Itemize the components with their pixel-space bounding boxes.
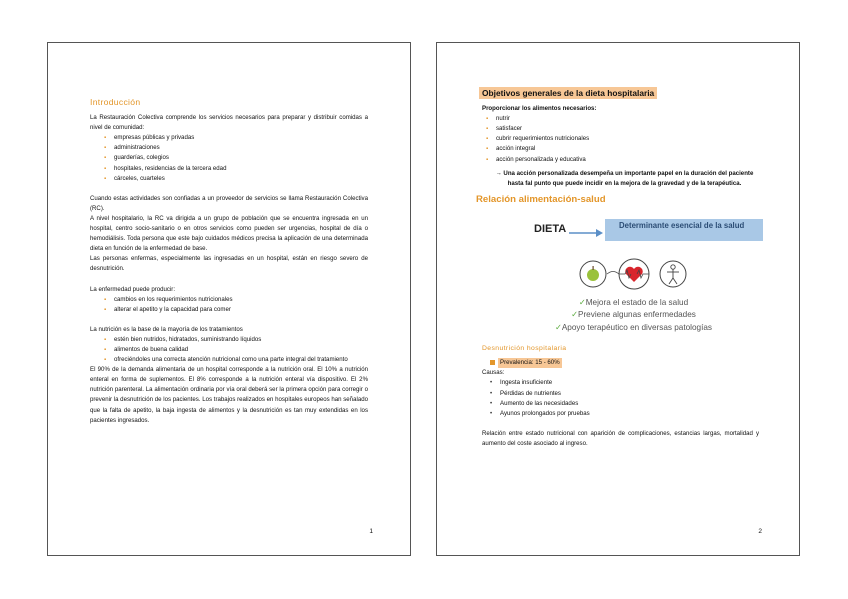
- check-icon: ✓: [578, 297, 586, 307]
- list-item: ▪ cárceles, cuarteles: [114, 174, 368, 184]
- bullet-list: [90, 295, 368, 315]
- paragraph: La nutrición es la base de la mayoría de los tratamientos: [90, 325, 243, 333]
- bullet-list: [90, 133, 368, 183]
- list-item: ▪ satisfacer: [496, 124, 759, 134]
- page-number: 1: [369, 528, 373, 535]
- right-arrow-icon: [569, 227, 603, 239]
- list-item: ▪ acción personalizada y educativa: [496, 155, 759, 165]
- benefit-item: ✓Apoyo terapéutico en diversas patologías: [554, 322, 713, 332]
- paragraph: Proporcionar los alimentos necesarios:: [482, 105, 597, 113]
- list-item: ▪ cubrir requerimientos nutricionales: [496, 134, 759, 144]
- list-item: • Aumento de las necesidades: [500, 399, 759, 409]
- list-item: • Ingesta insuficiente: [500, 378, 759, 388]
- list-item: ▪ alterar el apetito y la capacidad para comer: [114, 305, 368, 315]
- heart-icon: [619, 259, 649, 289]
- check-icon: ✓: [571, 310, 578, 320]
- benefits-list: [508, 297, 759, 334]
- dieta-label: DIETA: [534, 222, 567, 235]
- list-item: • Pérdidas de nutrientes: [500, 389, 759, 399]
- list-item: ▪ alimentos de buena calidad: [114, 345, 368, 355]
- causes-label: Causas:: [482, 369, 505, 377]
- check-icon: ✓: [554, 322, 562, 332]
- prevalence-line: Prevalencia: 15 - 60%: [490, 358, 759, 368]
- arrow-note: → Una acción personalizada desempeña un importante papel en la duración del paciente hasta fal punto que puede incidir en la mejora de la gravedad y de la terapéutica.: [495, 169, 754, 187]
- document-page-2: [436, 42, 800, 556]
- list-item: ▪ acción integral: [496, 144, 759, 154]
- apple-icon: [580, 261, 606, 287]
- list-item: ▪ cambios en los requerimientos nutricionales: [114, 295, 368, 305]
- list-item: ▪ empresas públicas y privadas: [114, 133, 368, 143]
- section-title-objetivos: Objetivos generales de la dieta hospitalaria: [479, 87, 657, 99]
- paragraph: A nivel hospitalario, la RC va dirigida a un grupo de población que se encuentra ingresada en un hospital, centro socio-sanitario o en otros servicios como pueden ser urgencias, hospital de día o hemodiálisis. Toda persona que este bajo cuidados médicos precisa la aplicación de una determinada dieta en función de la enfermedad de base.: [90, 214, 368, 253]
- bullet-square-icon: [490, 360, 495, 365]
- paragraph: El 90% de la demanda alimentaria de un hospital corresponde a la nutrición oral. El 10% a nutrición enteral en forma de suplementos. El 8% corresponde a la nutrición enteral vía dispositivo. El 2% nutrición parenteral. La alimentación ordinaria por vía oral deberá ser la primera opción para corregir o prevenir la desnutrición de los pacientes. Los trabajos realizados en hospitales europeos han señalado que la falta de apetito, la baja ingesta de alimentos y la desnutrición es tan muy extendidas en los pacientes ingresados.: [90, 366, 368, 424]
- paragraph: Relación entre estado nutricional con aparición de complicaciones, estancias largas, mortalidad y aumento del coste asociado al ingreso.: [482, 429, 759, 447]
- list-item: ▪ hospitales, residencias de la tercera edad: [114, 164, 368, 174]
- person-icon: [660, 261, 686, 287]
- page-2-content: [476, 87, 759, 449]
- dieta-diagram: [482, 219, 759, 249]
- section-heading-relacion: Relación alimentación-salud: [476, 193, 606, 205]
- document-page-1: [47, 42, 411, 556]
- benefit-item: ✓Mejora el estado de la salud: [578, 297, 689, 307]
- paragraph: Cuando estas actividades son confiadas a un proveedor de servicios se llama Restauración Colectiva (RC).: [90, 194, 368, 212]
- section-heading-introduccion: Introducción: [90, 97, 141, 107]
- paragraph: La Restauración Colectiva comprende los servicios necesarios para preparar y distribuir comidas a nivel de comunidad:: [90, 114, 368, 132]
- list-item: • Ayunos prolongados por pruebas: [500, 409, 759, 419]
- list-item: ▪ estén bien nutridos, hidratados, suministrando líquidos: [114, 335, 368, 345]
- paragraph: Las personas enfermas, especialmente las ingresadas en un hospital, están en riesgo severo de desnutrición.: [90, 255, 368, 273]
- list-item: ▪ ofreciéndoles una correcta atención nutricional como una parte integral del tratamiento: [114, 355, 368, 365]
- paragraph: La enfermedad puede producir:: [90, 285, 176, 293]
- bullet-list: [90, 335, 368, 365]
- benefit-item: ✓Previene algunas enfermedades: [571, 310, 696, 320]
- list-item: ▪ nutrir: [496, 114, 759, 124]
- page-number: 2: [758, 528, 762, 535]
- list-item: ▪ administraciones: [114, 143, 368, 153]
- bullet-list: [482, 114, 759, 164]
- health-icons-strip: [579, 257, 689, 291]
- causes-list: [482, 378, 759, 418]
- list-item: ▪ guarderías, colegios: [114, 153, 368, 163]
- page-1-content: [90, 97, 368, 426]
- section-heading-desnutricion: Desnutrición hospitalaria: [482, 345, 567, 353]
- determinant-box: Determinante esencial de la salud: [605, 219, 763, 241]
